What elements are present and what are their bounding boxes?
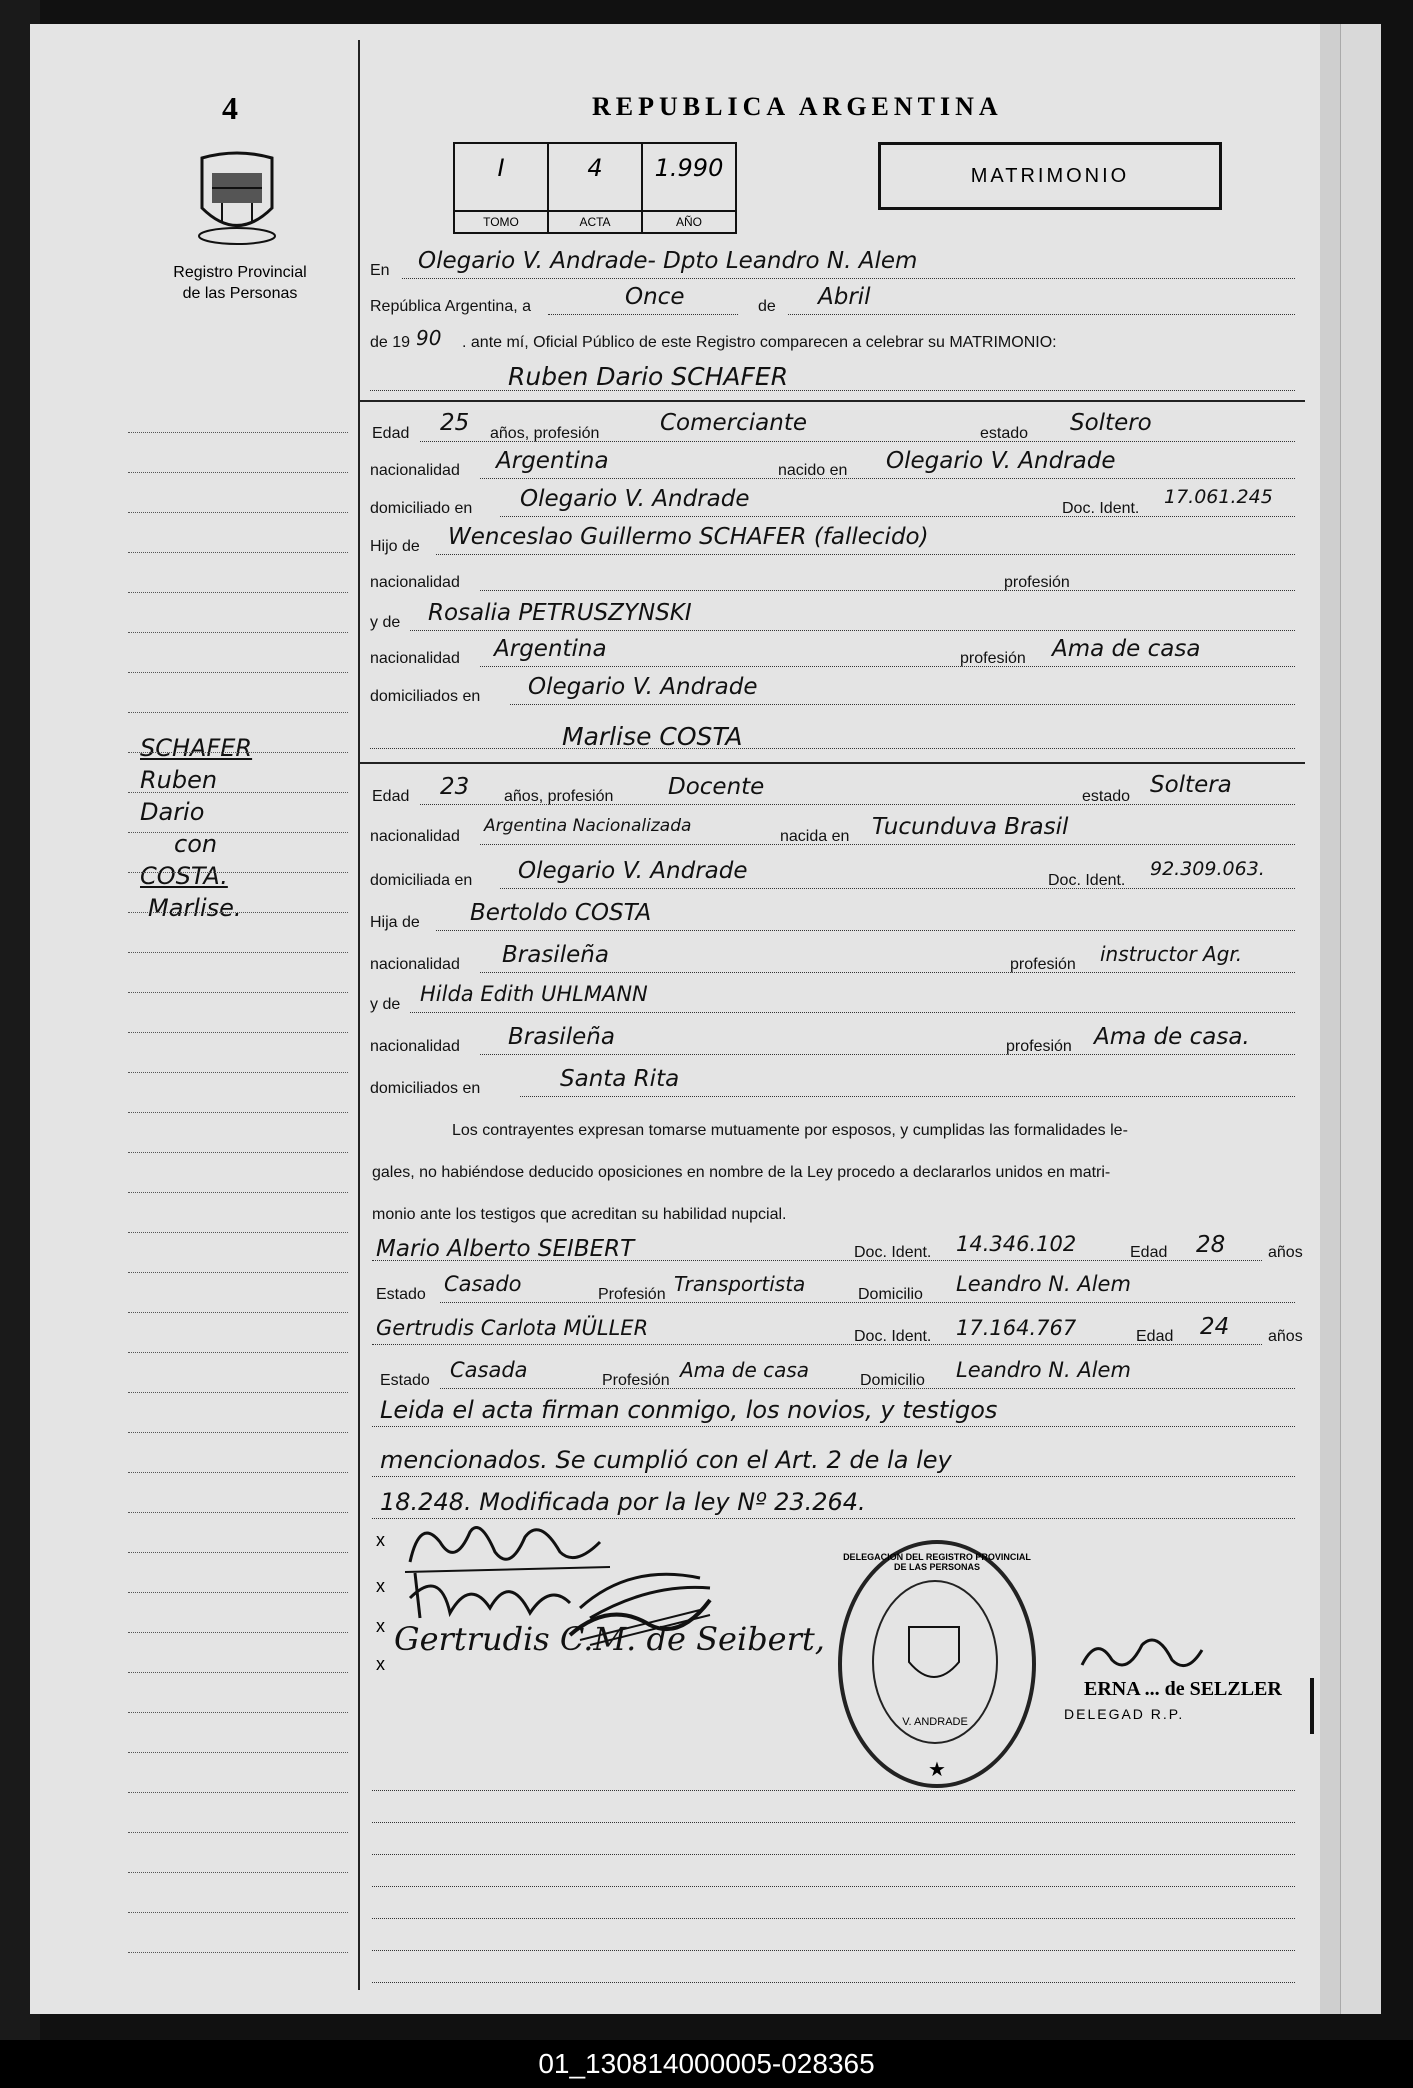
folio-number: 4 <box>222 90 238 126</box>
blank-rule <box>372 1854 1295 1855</box>
day-value: Once <box>625 284 685 310</box>
bride-dom-label: domiciliada en <box>370 872 473 889</box>
bride-mother-label: y de <box>370 996 401 1013</box>
stamp-place: V. ANDRADE <box>902 1716 968 1728</box>
witness1-doc-label: Doc. Ident. <box>854 1244 932 1261</box>
groom-prof-label: años, profesión <box>490 425 600 442</box>
margin-rule <box>128 1392 348 1393</box>
groom-father-nac-label: nacionalidad <box>370 574 460 591</box>
date-prefix: República Argentina, a <box>370 298 531 315</box>
groom-nac-label: nacionalidad <box>370 462 460 479</box>
note-rule-1 <box>372 1426 1295 1427</box>
witness1-doc: 14.346.102 <box>956 1232 1077 1256</box>
star-icon: ★ <box>928 1759 946 1781</box>
witness1-dom-label: Domicilio <box>858 1286 923 1303</box>
official-signature <box>1072 1630 1212 1680</box>
margin-rule <box>128 1952 348 1953</box>
statement-line-2: gales, no habiéndose deducido oposiciones en nombre de la Ley procedo a declararlos unidos en matri- <box>372 1164 1111 1181</box>
page-title: REPUBLICA ARGENTINA <box>592 92 1003 121</box>
blank-rule <box>372 1950 1295 1951</box>
margin-rule <box>128 712 348 713</box>
margin-rule <box>128 1272 348 1273</box>
official-name: ERNA ... de SELZLER <box>1084 1678 1282 1700</box>
image-caption: 01_130814000005-028365 <box>0 2040 1413 2088</box>
place-rule <box>402 278 1295 279</box>
margin-rule <box>128 1432 348 1433</box>
date-de: de <box>758 298 776 315</box>
witness2-domicilio: Leandro N. Alem <box>956 1358 1131 1382</box>
margin-rule <box>128 1512 348 1513</box>
witness2-doc-label: Doc. Ident. <box>854 1328 932 1345</box>
margin-rule <box>128 1672 348 1673</box>
margin-note-line: SCHAFER <box>140 734 253 762</box>
page-edge-inner <box>1340 24 1381 2014</box>
margin-rule <box>128 752 348 753</box>
witness1-profesion: Transportista <box>674 1272 806 1296</box>
groom-father-nac-rule <box>480 590 1295 591</box>
margin-rule <box>128 992 348 993</box>
blank-rule <box>372 1918 1295 1919</box>
bride-father: Bertoldo COSTA <box>470 900 652 926</box>
margin-rule <box>128 1072 348 1073</box>
margin-rule <box>128 832 348 833</box>
bride-mother-nac-rule <box>480 1054 1295 1055</box>
official-stamp <box>1028 1678 1314 1734</box>
groom-father-rule <box>436 554 1295 555</box>
groom-mother-nac: Argentina <box>494 636 607 662</box>
bride-father-prof: instructor Agr. <box>1100 942 1243 966</box>
bride-mother-nac: Brasileña <box>508 1024 615 1050</box>
witness1-domicilio: Leandro N. Alem <box>956 1272 1131 1296</box>
bride-parents-dom: Santa Rita <box>560 1066 680 1092</box>
note-line-3: 18.248. Modificada por la ley Nº 23.264. <box>380 1488 866 1516</box>
witness1-edad-label: Edad <box>1130 1244 1168 1261</box>
bride-edad: 23 <box>440 774 470 800</box>
tomo-label: TOMO <box>455 210 547 232</box>
margin-rule <box>128 1912 348 1913</box>
margin-rule <box>128 1872 348 1873</box>
groom-dom-label: domiciliado en <box>370 500 473 517</box>
witness1-estado-label: Estado <box>376 1286 426 1303</box>
groom-nacionalidad: Argentina <box>496 448 609 474</box>
margin-rule <box>128 1112 348 1113</box>
margin-rule <box>128 472 348 473</box>
witness1-estado: Casado <box>444 1272 522 1296</box>
acta-label: ACTA <box>549 210 641 232</box>
witness1-estado-rule <box>440 1302 1295 1303</box>
witness1-anos-label: años <box>1268 1244 1303 1261</box>
margin-rule <box>128 872 348 873</box>
margin-rule <box>128 1712 348 1713</box>
witness2-estado: Casada <box>450 1358 528 1382</box>
registry-line-2: de las Personas <box>182 285 298 302</box>
witness2-edad-label: Edad <box>1136 1328 1174 1345</box>
margin-rule <box>128 672 348 673</box>
witness2-estado-label: Estado <box>380 1372 430 1389</box>
stamp-inner-ring <box>872 1580 998 1744</box>
margin-rule <box>128 792 348 793</box>
blank-rule <box>372 1886 1295 1887</box>
groom-dom-rule <box>500 516 1295 517</box>
tomo-cell <box>455 144 549 232</box>
statement-line-1: Los contrayentes expresan tomarse mutuamente por esposos, y cumplidas las formalidades le- <box>452 1122 1128 1139</box>
margin-rule <box>128 1232 348 1233</box>
groom-mother: Rosalia PETRUSZYNSKI <box>428 600 692 626</box>
signature-4: Gertrudis C.M. de Seibert, <box>394 1620 825 1658</box>
record-type-box: MATRIMONIO <box>878 142 1222 210</box>
groom-edad-rule <box>420 441 1295 442</box>
margin-rule <box>128 1792 348 1793</box>
bride-mother-nac-label: nacionalidad <box>370 1038 460 1055</box>
margin-rule <box>128 432 348 433</box>
statement-line-3: monio ante los testigos que acreditan su habilidad nupcial. <box>372 1206 787 1223</box>
margin-rule <box>128 1832 348 1833</box>
bride-parents-dom-rule <box>520 1096 1295 1097</box>
witness2-prof-label: Profesión <box>602 1372 670 1389</box>
witness2-edad: 24 <box>1200 1314 1230 1340</box>
groom-parents-dom: Olegario V. Andrade <box>528 674 758 700</box>
bride-mother-prof-label: profesión <box>1006 1038 1072 1055</box>
margin-rule <box>128 1352 348 1353</box>
bride-nacido: Tucunduva Brasil <box>872 814 1069 840</box>
margin-note-line: COSTA. <box>140 862 228 890</box>
witness2-profesion: Ama de casa <box>680 1358 810 1382</box>
witness1-rule <box>372 1260 1262 1261</box>
stamp-shield-icon <box>904 1622 964 1692</box>
section-divider <box>360 400 1305 402</box>
groom-mother-prof-label: profesión <box>960 650 1026 667</box>
groom-nacido: Olegario V. Andrade <box>886 448 1116 474</box>
groom-nac-rule <box>480 478 1295 479</box>
margin-rule <box>128 952 348 953</box>
groom-name: Ruben Dario SCHAFER <box>508 362 789 391</box>
margin-rule <box>128 1752 348 1753</box>
year-text: . ante mí, Oficial Público de este Registro comparecen a celebrar su MATRIMONIO: <box>462 334 1057 351</box>
groom-parents-dom-rule <box>510 704 1295 705</box>
margin-rule <box>128 912 348 913</box>
record-number-box <box>453 142 737 234</box>
margin-rule <box>128 1312 348 1313</box>
margin-rule <box>128 1552 348 1553</box>
bride-name-rule <box>370 748 1295 749</box>
groom-doc: 17.061.245 <box>1164 486 1273 508</box>
year-value: 90 <box>416 326 442 350</box>
bride-mother-rule <box>410 1012 1295 1013</box>
margin-rule <box>128 1032 348 1033</box>
bride-dom-rule <box>500 888 1295 889</box>
margin-rule <box>128 1472 348 1473</box>
note-line-1: Leida el acta firman conmigo, los novios, y testigos <box>380 1396 998 1424</box>
note-rule-2 <box>372 1476 1295 1477</box>
witness1-edad: 28 <box>1196 1232 1226 1258</box>
place-value: Olegario V. Andrade- Dpto Leandro N. Alem <box>418 248 918 274</box>
margin-rule <box>128 512 348 513</box>
stamp-text: DELEGACION DEL REGISTRO PROVINCIAL DE LAS PERSONAS <box>843 1552 1031 1572</box>
margin-rule <box>128 1192 348 1193</box>
bride-estado: Soltera <box>1150 772 1232 798</box>
margin-rule <box>128 592 348 593</box>
ano-cell <box>643 144 735 232</box>
bride-nac-label: nacionalidad <box>370 828 460 845</box>
groom-father-label: Hijo de <box>370 538 420 555</box>
registry-line-1: Registro Provincial <box>173 264 307 281</box>
margin-rule <box>128 632 348 633</box>
registry-stamp <box>838 1540 1036 1788</box>
groom-mother-label: y de <box>370 614 401 631</box>
bride-father-label: Hija de <box>370 914 420 931</box>
place-prefix: En <box>370 262 390 279</box>
year-prefix: de 19 <box>370 334 411 351</box>
month-rule <box>788 314 1295 315</box>
signature-mark: x <box>376 1530 385 1550</box>
witness2-doc: 17.164.767 <box>956 1316 1077 1340</box>
acta-cell <box>549 144 643 232</box>
bride-nacionalidad: Argentina Nacionalizada <box>484 816 692 836</box>
bride-edad-label: Edad <box>372 788 410 805</box>
margin-note-line: Dario <box>140 798 205 826</box>
witness2-name: Gertrudis Carlota MÜLLER <box>376 1316 649 1340</box>
groom-parents-dom-label: domiciliados en <box>370 688 481 705</box>
groom-mother-rule <box>410 630 1295 631</box>
bride-edad-rule <box>420 804 1295 805</box>
blank-rule <box>372 1790 1295 1791</box>
margin-rule <box>128 1632 348 1633</box>
bride-parents-dom-label: domiciliados en <box>370 1080 481 1097</box>
day-rule <box>548 314 738 315</box>
blank-rule <box>372 1982 1295 1983</box>
note-line-2: mencionados. Se cumplió con el Art. 2 de la ley <box>380 1446 952 1474</box>
ano-value: 1.990 <box>654 154 724 182</box>
bride-mother: Hilda Edith UHLMANN <box>420 982 648 1006</box>
groom-father-prof-label: profesión <box>1004 574 1070 591</box>
bride-father-rule <box>436 930 1295 931</box>
bride-father-nac: Brasileña <box>502 942 609 968</box>
groom-nacido-label: nacido en <box>778 462 848 479</box>
bride-father-nac-label: nacionalidad <box>370 956 460 973</box>
margin-rule <box>128 1152 348 1153</box>
ano-label: AÑO <box>643 210 735 232</box>
groom-profesion: Comerciante <box>660 410 808 436</box>
month-value: Abril <box>818 284 871 310</box>
bride-father-prof-label: profesión <box>1010 956 1076 973</box>
margin-rule <box>128 552 348 553</box>
groom-edad: 25 <box>440 410 470 436</box>
margin-note-line: con <box>174 830 218 858</box>
groom-estado: Soltero <box>1070 410 1152 436</box>
registry-seal-icon <box>192 148 282 248</box>
blank-rule <box>372 1822 1295 1823</box>
margin-note-line: Marlise. <box>148 894 242 922</box>
bride-doc-label: Doc. Ident. <box>1048 872 1126 889</box>
registry-name <box>145 262 335 304</box>
groom-father: Wenceslao Guillermo SCHAFER (fallecido) <box>448 524 929 550</box>
bride-father-nac-rule <box>480 972 1295 973</box>
groom-mother-nac-label: nacionalidad <box>370 650 460 667</box>
bride-name: Marlise COSTA <box>562 722 743 751</box>
witness2-anos-label: años <box>1268 1328 1303 1345</box>
groom-mother-prof: Ama de casa <box>1052 636 1201 662</box>
witness2-dom-label: Domicilio <box>860 1372 925 1389</box>
signature-mark: x <box>376 1576 385 1596</box>
bride-estado-label: estado <box>1082 788 1131 805</box>
bride-domicilio: Olegario V. Andrade <box>518 858 748 884</box>
section-divider <box>360 762 1305 764</box>
tomo-value: I <box>497 154 505 182</box>
bride-profesion: Docente <box>668 774 765 800</box>
witness2-estado-rule <box>440 1388 1295 1389</box>
bride-doc: 92.309.063. <box>1150 858 1265 880</box>
margin-note-line: Ruben <box>140 766 218 794</box>
witness1-prof-label: Profesión <box>598 1286 666 1303</box>
margin-divider <box>358 40 360 1990</box>
margin-rule <box>128 1592 348 1593</box>
groom-domicilio: Olegario V. Andrade <box>520 486 750 512</box>
signature-mark: x <box>376 1616 385 1636</box>
bride-nacido-label: nacida en <box>780 828 850 845</box>
groom-mother-nac-rule <box>480 666 1295 667</box>
bride-prof-label: años, profesión <box>504 788 614 805</box>
groom-estado-label: estado <box>980 425 1029 442</box>
groom-doc-label: Doc. Ident. <box>1062 500 1140 517</box>
witness1-name: Mario Alberto SEIBERT <box>376 1236 635 1262</box>
signature-mark: x <box>376 1654 385 1674</box>
bride-mother-prof: Ama de casa. <box>1094 1024 1250 1050</box>
margin-note <box>140 732 252 924</box>
official-role: DELEGAD R.P. <box>1064 1706 1185 1722</box>
acta-value: 4 <box>587 154 603 182</box>
bride-nac-rule <box>480 844 1295 845</box>
groom-edad-label: Edad <box>372 425 410 442</box>
witness2-rule <box>372 1344 1262 1345</box>
